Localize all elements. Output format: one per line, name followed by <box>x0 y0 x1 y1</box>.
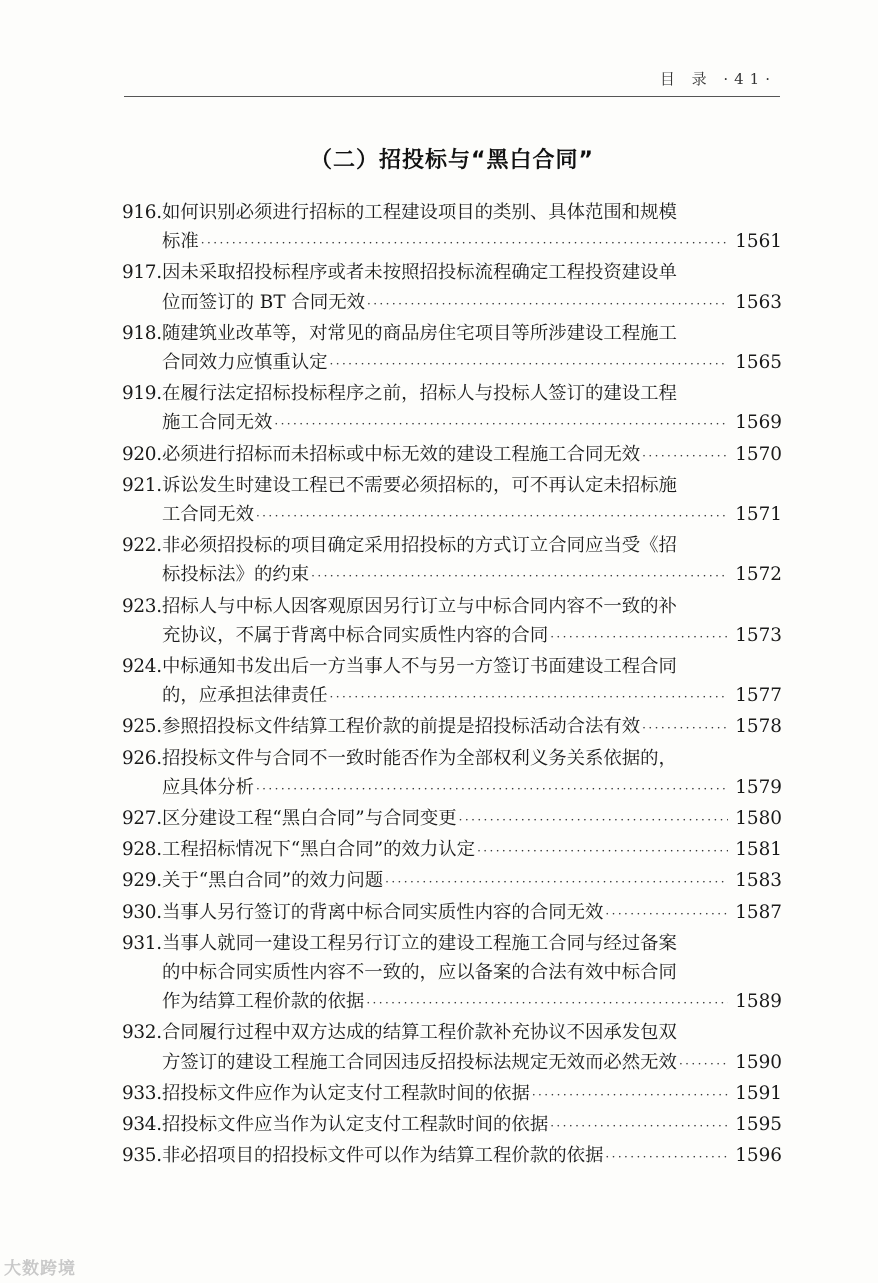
toc-entry-number: 921. <box>122 474 162 496</box>
toc-entry-title: 在履行法定招标投标程序之前，招标人与投标人签订的建设工程 <box>162 383 677 405</box>
toc-entry-title: 标准 <box>162 231 199 253</box>
toc-entry-page-number: 1578 <box>735 716 782 738</box>
toc-entry-line <box>122 560 782 591</box>
toc-entry-page-number: 1583 <box>735 870 782 892</box>
toc-entry-title: 充协议，不属于背离中标合同实质性内容的合同 <box>162 624 549 646</box>
toc-entry-title: 随建筑业改革等，对常见的商品房住宅项目等所涉建设工程施工 <box>162 322 677 344</box>
dot-leader <box>201 229 728 258</box>
dot-leader <box>605 1143 728 1172</box>
toc-entry-number: 930. <box>122 901 162 923</box>
dot-leader <box>459 806 728 835</box>
dot-leader <box>256 502 728 531</box>
toc-entry-title: 工程招标情况下“黑白合同”的效力认定 <box>162 839 476 861</box>
dot-leader <box>605 900 728 929</box>
toc-entry[interactable] <box>122 592 782 652</box>
toc-entry[interactable] <box>122 929 782 1019</box>
dot-leader <box>477 837 728 866</box>
dot-leader <box>367 290 728 319</box>
toc-entry[interactable] <box>122 258 782 318</box>
toc-entry-title: 招投标文件与合同不一致时能否作为全部权利义务关系依据的， <box>162 747 677 769</box>
toc-entry-title: 当事人就同一建设工程另行订立的建设工程施工合同与经过备案 <box>162 932 677 954</box>
toc-entry[interactable] <box>122 898 782 929</box>
toc-entry-number: 935. <box>122 1145 162 1167</box>
toc-entry-line <box>122 681 782 712</box>
toc-entry-line <box>122 712 782 743</box>
toc-entry-number: 919. <box>122 383 162 405</box>
toc-entry-number: 920. <box>122 443 162 465</box>
toc-entry[interactable] <box>122 440 782 471</box>
toc-entry-title: 如何识别必须进行招标的工程建设项目的类别、具体范围和规模 <box>162 202 677 223</box>
dot-leader <box>642 442 728 471</box>
toc-entry-title: 的，应承担法律责任 <box>162 685 328 707</box>
toc-entry-page-number: 1571 <box>735 504 782 526</box>
toc-entry-title: 位而签订的 BT 合同无效 <box>162 291 365 313</box>
toc-entry-number: 917. <box>122 262 162 284</box>
toc-entry-line <box>122 227 782 258</box>
toc-entry-line <box>122 621 782 652</box>
toc-entry-page-number: 1580 <box>735 808 782 830</box>
toc-entry-line <box>122 987 782 1018</box>
toc-entry-title: 非必招项目的招投标文件可以作为结算工程价款的依据 <box>162 1145 604 1167</box>
toc-entry-number: 923. <box>122 595 162 617</box>
toc-entry-page-number: 1587 <box>735 901 782 923</box>
toc-entry[interactable] <box>122 198 782 258</box>
toc-entry-line <box>122 835 782 866</box>
toc-entry-number: 916. <box>122 202 162 223</box>
toc-entry-number: 925. <box>122 716 162 738</box>
toc-entry-page-number: 1561 <box>735 231 782 253</box>
toc-entry-line <box>122 1048 782 1079</box>
toc-entry-line <box>122 319 782 348</box>
toc-entry-line <box>122 258 782 287</box>
toc-entry-title: 中标通知书发出后一方当事人不与另一方签订书面建设工程合同 <box>162 656 677 678</box>
toc-entry[interactable] <box>122 835 782 866</box>
toc-entry-title: 当事人另行签订的背离中标合同实质性内容的合同无效 <box>162 901 604 923</box>
toc-entry-title: 招标人与中标人因客观原因另行订立与中标合同内容不一致的补 <box>162 595 677 617</box>
toc-entry-number: 922. <box>122 535 162 557</box>
toc-entry-line <box>122 500 782 531</box>
toc-entry[interactable] <box>122 1018 782 1078</box>
toc-entry-title: 非必须招投标的项目确定采用招投标的方式订立合同应当受《招 <box>162 535 677 557</box>
toc-entry-page-number: 1577 <box>735 685 782 707</box>
toc-entry-page-number: 1572 <box>735 564 782 586</box>
toc-entry-page-number: 1563 <box>735 291 782 313</box>
toc-entry-title: 方签订的建设工程施工合同因违反招投标法规定无效而必然无效 <box>162 1051 677 1073</box>
toc-entry-title: 参照招投标文件结算工程价款的前提是招投标活动合法有效 <box>162 716 641 738</box>
dot-leader <box>366 989 728 1018</box>
toc-entry-line <box>122 773 782 804</box>
toc-entry[interactable] <box>122 866 782 897</box>
section-title: （二）招投标与“黑白合同” <box>310 148 594 173</box>
toc-entry-number: 918. <box>122 322 162 344</box>
dot-leader <box>385 868 728 897</box>
toc-entry-page-number: 1570 <box>735 443 782 465</box>
toc-entry[interactable] <box>122 804 782 835</box>
dot-leader <box>550 1112 728 1141</box>
dot-leader <box>330 350 728 379</box>
toc-entry-line <box>122 804 782 835</box>
toc-entry[interactable] <box>122 531 782 591</box>
toc-entry-page-number: 1590 <box>735 1051 782 1073</box>
toc-entry-number: 934. <box>122 1114 162 1136</box>
toc-entry-page-number: 1591 <box>735 1082 782 1104</box>
toc-entry-title: 关于“黑白合同”的效力问题 <box>162 870 384 892</box>
toc-entry-number: 927. <box>122 808 162 830</box>
toc-entry-line <box>122 348 782 379</box>
toc-entry-title: 标投标法》的约束 <box>162 564 310 586</box>
dot-leader <box>311 562 728 591</box>
running-head-text: 目 录 ·41· <box>659 70 776 88</box>
dot-leader <box>642 714 728 743</box>
watermark-logo: 大数跨境 <box>4 1259 76 1279</box>
running-head <box>124 62 780 97</box>
toc-entry-line <box>122 471 782 500</box>
dot-leader <box>274 410 728 439</box>
dot-leader <box>679 1050 728 1079</box>
toc-entry-number: 932. <box>122 1022 162 1044</box>
toc-entry-line <box>122 288 782 319</box>
toc-entry-number: 929. <box>122 870 162 892</box>
toc-entry-number: 924. <box>122 656 162 678</box>
toc-entry-title: 必须进行招标而未招标或中标无效的建设工程施工合同无效 <box>162 443 641 465</box>
toc-entry-title: 招投标文件应当作为认定支付工程款时间的依据 <box>162 1114 549 1136</box>
toc-entry-line <box>122 440 782 471</box>
toc-entry-page-number: 1569 <box>735 412 782 434</box>
toc-entry[interactable] <box>122 319 782 379</box>
dot-leader <box>532 1081 728 1110</box>
toc-entry-title: 区分建设工程“黑白合同”与合同变更 <box>162 808 457 830</box>
toc-entry[interactable] <box>122 1079 782 1110</box>
toc-entry-line <box>122 898 782 929</box>
table-of-contents <box>122 198 782 1173</box>
toc-entry-title: 工合同无效 <box>162 504 254 526</box>
toc-entry[interactable] <box>122 1141 782 1172</box>
toc-entry-page-number: 1565 <box>735 352 782 374</box>
toc-entry-line <box>122 379 782 408</box>
toc-entry[interactable] <box>122 379 782 439</box>
toc-entry-line <box>122 408 782 439</box>
toc-entry-line <box>122 531 782 560</box>
toc-entry-title: 合同效力应慎重认定 <box>162 352 328 374</box>
toc-entry-line <box>122 1079 782 1110</box>
toc-entry-line <box>122 198 782 227</box>
toc-entry-title: 施工合同无效 <box>162 412 273 434</box>
toc-entry-page-number: 1589 <box>735 991 782 1013</box>
toc-entry-line <box>122 929 782 958</box>
toc-entry-line <box>122 1110 782 1141</box>
dot-leader <box>550 623 728 652</box>
toc-entry-title: 招投标文件应作为认定支付工程款时间的依据 <box>162 1082 530 1104</box>
toc-entry-page-number: 1595 <box>735 1114 782 1136</box>
dot-leader <box>256 775 728 804</box>
toc-entry[interactable] <box>122 652 782 712</box>
toc-entry[interactable] <box>122 1110 782 1141</box>
toc-entry-number: 926. <box>122 747 162 769</box>
toc-entry-number: 933. <box>122 1082 162 1104</box>
toc-entry-title: 诉讼发生时建设工程已不需要必须招标的，可不再认定未招标施 <box>162 474 677 496</box>
toc-entry-line <box>122 592 782 621</box>
toc-entry-line <box>122 866 782 897</box>
toc-entry-page-number: 1573 <box>735 624 782 646</box>
toc-entry-title: 应具体分析 <box>162 776 254 798</box>
toc-entry-line <box>122 1018 782 1047</box>
toc-entry-page-number: 1596 <box>735 1145 782 1167</box>
toc-entry-line <box>122 1141 782 1172</box>
toc-entry[interactable] <box>122 471 782 531</box>
toc-entry-line <box>122 652 782 681</box>
toc-entry[interactable] <box>122 712 782 743</box>
toc-entry-page-number: 1581 <box>735 839 782 861</box>
dot-leader <box>330 683 728 712</box>
toc-entry-line <box>122 744 782 773</box>
toc-entry[interactable] <box>122 744 782 804</box>
toc-entry-title: 因未采取招投标程序或者未按照招投标流程确定工程投资建设单 <box>162 262 677 284</box>
toc-entry-number: 928. <box>122 839 162 861</box>
toc-entry-title: 作为结算工程价款的依据 <box>162 991 365 1013</box>
toc-entry-title: 的中标合同实质性内容不一致的，应以备案的合法有效中标合同 <box>162 962 677 984</box>
toc-entry-line <box>122 958 782 987</box>
toc-entry-page-number: 1579 <box>735 776 782 798</box>
toc-entry-title: 合同履行过程中双方达成的结算工程价款补充协议不因承发包双 <box>162 1022 677 1044</box>
toc-entry-number: 931. <box>122 932 162 954</box>
